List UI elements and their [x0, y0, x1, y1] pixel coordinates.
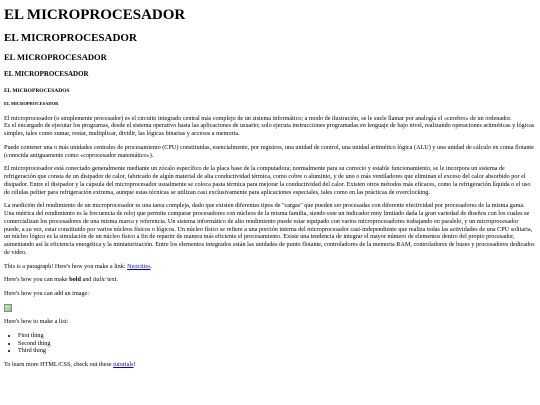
heading-6: EL MICROPROCESADOR — [4, 100, 59, 106]
tutorials-link[interactable]: tutorials — [113, 361, 134, 369]
image-paragraph: Here's how you can add an image: — [4, 290, 89, 298]
italic-text: italic — [92, 276, 106, 284]
heading-2: EL MICROPROCESADOR — [4, 31, 137, 44]
bullet-list — [4, 332, 536, 355]
format-middle: and — [80, 276, 93, 284]
footer-suffix: ! — [133, 361, 136, 369]
link-suffix: . — [150, 262, 153, 270]
footer-prefix: To learn more HTML/CSS, check out these — [4, 361, 114, 369]
format-suffix: text. — [105, 276, 119, 284]
neocities-link[interactable]: Neocities — [127, 262, 151, 270]
format-prefix: Here's how you can make — [4, 276, 70, 284]
paragraph-intro — [4, 115, 536, 138]
paragraph-cpu: Puede contener una o más unidades centrales de procesamiento (CPU) constituidas, esencialmente, por registros, una unidad de control, una unidad aritmético lógica (ALU) y una unidad de cálculo en coma flotante (conocida antiguamente como «coprocesador matemático»). — [4, 143, 534, 159]
list-item: • Second thing — [18, 340, 536, 348]
heading-5: EL MICROPROCESADOS — [4, 87, 70, 94]
link-paragraph — [4, 263, 536, 271]
paragraph-text: Es el encargado de ejecutar los programas, desde el sistema operativo hasta las aplicaciones de usuario; solo ejecuta instrucciones programadas en lenguaje de bajo nivel, realizando operaciones aritméticas y lógicas simples, tales como sumar, restar, multiplicar, dividir, las lógicas binarias y accesos a memoria. — [4, 122, 535, 138]
bold-text: bold — [69, 276, 81, 284]
heading-3: EL MICROPROCESADOR — [4, 51, 107, 62]
link-prefix: This is a paragraph! Here's how you make a link: — [4, 262, 128, 270]
list-intro: Here's how to make a list: — [4, 318, 69, 326]
footer-paragraph — [4, 361, 536, 369]
heading-1: EL MICROPROCESADOR — [4, 7, 186, 23]
image-container — [4, 304, 536, 312]
paragraph-cooling: El microprocesador está conectado generalmente mediante un zócalo específico de la placa base de la computadora; normalmente para su correcto y estable funcionamiento, se le incorpora un sistema de refrigeración que consta de un disipador de calor, fabricado de algún material de alta conductividad térmica, como cobre o aluminio, y de uno o más ventiladores que eliminan el exceso del calor absorbido por el disipador. Entre el disipador y la cápsula del microprocesador usualmente se coloca pasta térmica para mejorar la conductividad del calor. Existen otros métodos más eficaces, como la refrigeración líquida o el uso de células peltier para refrigeración extrema, aunque estas técnicas se utilizan casi exclusivamente para aplicaciones especiales, tales como en las prácticas de overclocking. — [4, 165, 531, 196]
broken-image-icon — [4, 304, 12, 312]
paragraph-performance: La medición del rendimiento de un microprocesador es una tarea compleja, dado que existen diferentes tipos de "cargas" que pueden ser procesadas con diferente efectividad por procesadores de la misma gama. Una métrica del rendimiento es la frecuencia de reloj que permite comparar procesadores con núcleos de la misma familia, siendo este un indicador muy limitado dada la gran variedad de diseños con los cuales se comercializan los procesadores de una misma marca y referencia. Un sistema informático de alto rendimiento puede estar equipado con varios microprocesadores trabajando en paralelo, y un microprocesador puede, a su vez, estar constituido por varios núcleos físicos o lógicos. Un núcleo físico se refiere a una porción interna del microprocesador casi-independiente que realiza todas las actividades de una CPU solitaria, un núcleo lógico es la simulación de un núcleo físico a fin de repartir de manera más eficiente el procesamiento. Existe una tendencia de integrar el mayor número de elementos dentro del propio procesador, aumentando así la eficiencia energética y la miniaturización. Entre los elementos integrados están las unidades de punto flotante, controladores de la memoria RAM, controladores de buses y procesadores dedicados de video. — [4, 202, 535, 256]
paragraph-text: El microprocesador (o simplemente procesador) es el circuito integrado central más complejo de un sistema informático; a modo de ilustración, se le suele llamar por analogía el «cerebro» de un ordenador. — [4, 114, 512, 122]
format-paragraph — [4, 276, 536, 284]
list-item: • Third thing — [18, 347, 536, 355]
heading-4: EL MICROPROCESADOR — [4, 69, 89, 78]
list-item: • First thing — [18, 332, 536, 340]
